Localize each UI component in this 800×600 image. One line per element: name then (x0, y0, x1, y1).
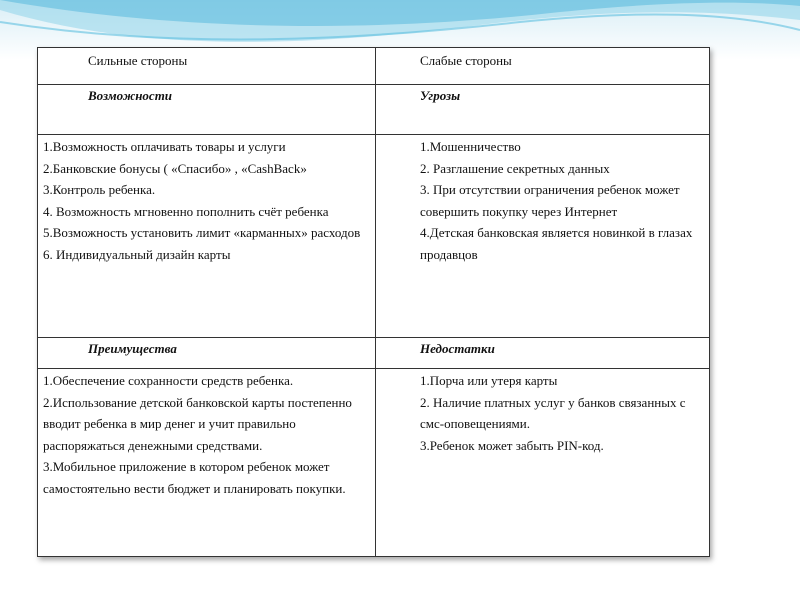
section-title-row (38, 338, 710, 369)
advantages-title: Преимущества (88, 341, 177, 356)
list-item: 1.Порча или утеря карты (420, 373, 558, 388)
section-content-row (38, 135, 710, 338)
disadvantages-cell (376, 369, 710, 557)
list-item: 5.Возможность установить лимит «карманных» расходов (43, 225, 361, 241)
list-item: 1.Возможность оплачивать товары и услуги (43, 139, 286, 154)
threats-list (376, 135, 709, 266)
section-content-row (38, 369, 710, 557)
header-cell-weaknesses (376, 48, 710, 85)
section-title-cell (38, 338, 376, 369)
list-item: 3.Ребенок может забыть PIN-код. (420, 437, 604, 453)
header-weaknesses: Слабые стороны (420, 53, 512, 68)
threats-title: Угрозы (420, 88, 461, 103)
list-item: 4. Возможность мгновенно пополнить счёт ребенка (43, 203, 329, 219)
table-header-row (38, 48, 710, 85)
advantages-cell (38, 369, 376, 557)
list-item: 3.Мобильное приложение в котором ребенок может самостоятельно вести бюджет и планировать покупки. (43, 459, 346, 496)
header-cell-strengths (38, 48, 376, 85)
list-item: 6. Индивидуальный дизайн карты (43, 246, 231, 262)
section-title-cell (376, 85, 710, 135)
section-title-row (38, 85, 710, 135)
threats-cell (376, 135, 710, 338)
disadvantages-title: Недостатки (420, 341, 495, 356)
opportunities-list (38, 135, 375, 266)
list-item: 3.Контроль ребенка. (43, 182, 156, 198)
header-strengths: Сильные стороны (88, 53, 188, 68)
list-item: 4.Детская банковская является новинкой в глазах продавцов (420, 225, 693, 262)
disadvantages-list (376, 369, 709, 456)
section-title-cell (376, 338, 710, 369)
section-title-cell (38, 85, 376, 135)
list-item: 2.Использование детской банковской карты постепенно вводит ребенка в мир денег и учит правильно распоряжаться денежными средствами. (43, 394, 352, 453)
swot-table (37, 47, 710, 557)
swot-table-container (37, 47, 710, 557)
list-item: 1.Обеспечение сохранности средств ребенка. (43, 373, 294, 388)
list-item: 2. Наличие платных услуг у банков связанных с смс-оповещениями. (420, 394, 686, 432)
list-item: 2.Банковские бонусы ( «Спасибо» , «CashBack» (43, 160, 307, 176)
list-item: 1.Мошенничество (420, 139, 521, 154)
opportunities-title: Возможности (88, 88, 173, 103)
list-item: 3. При отсутствии ограничения ребенок может совершить покупку через Интернет (420, 182, 680, 219)
opportunities-cell (38, 135, 376, 338)
list-item: 2. Разглашение секретных данных (420, 160, 610, 176)
advantages-list (38, 369, 375, 500)
